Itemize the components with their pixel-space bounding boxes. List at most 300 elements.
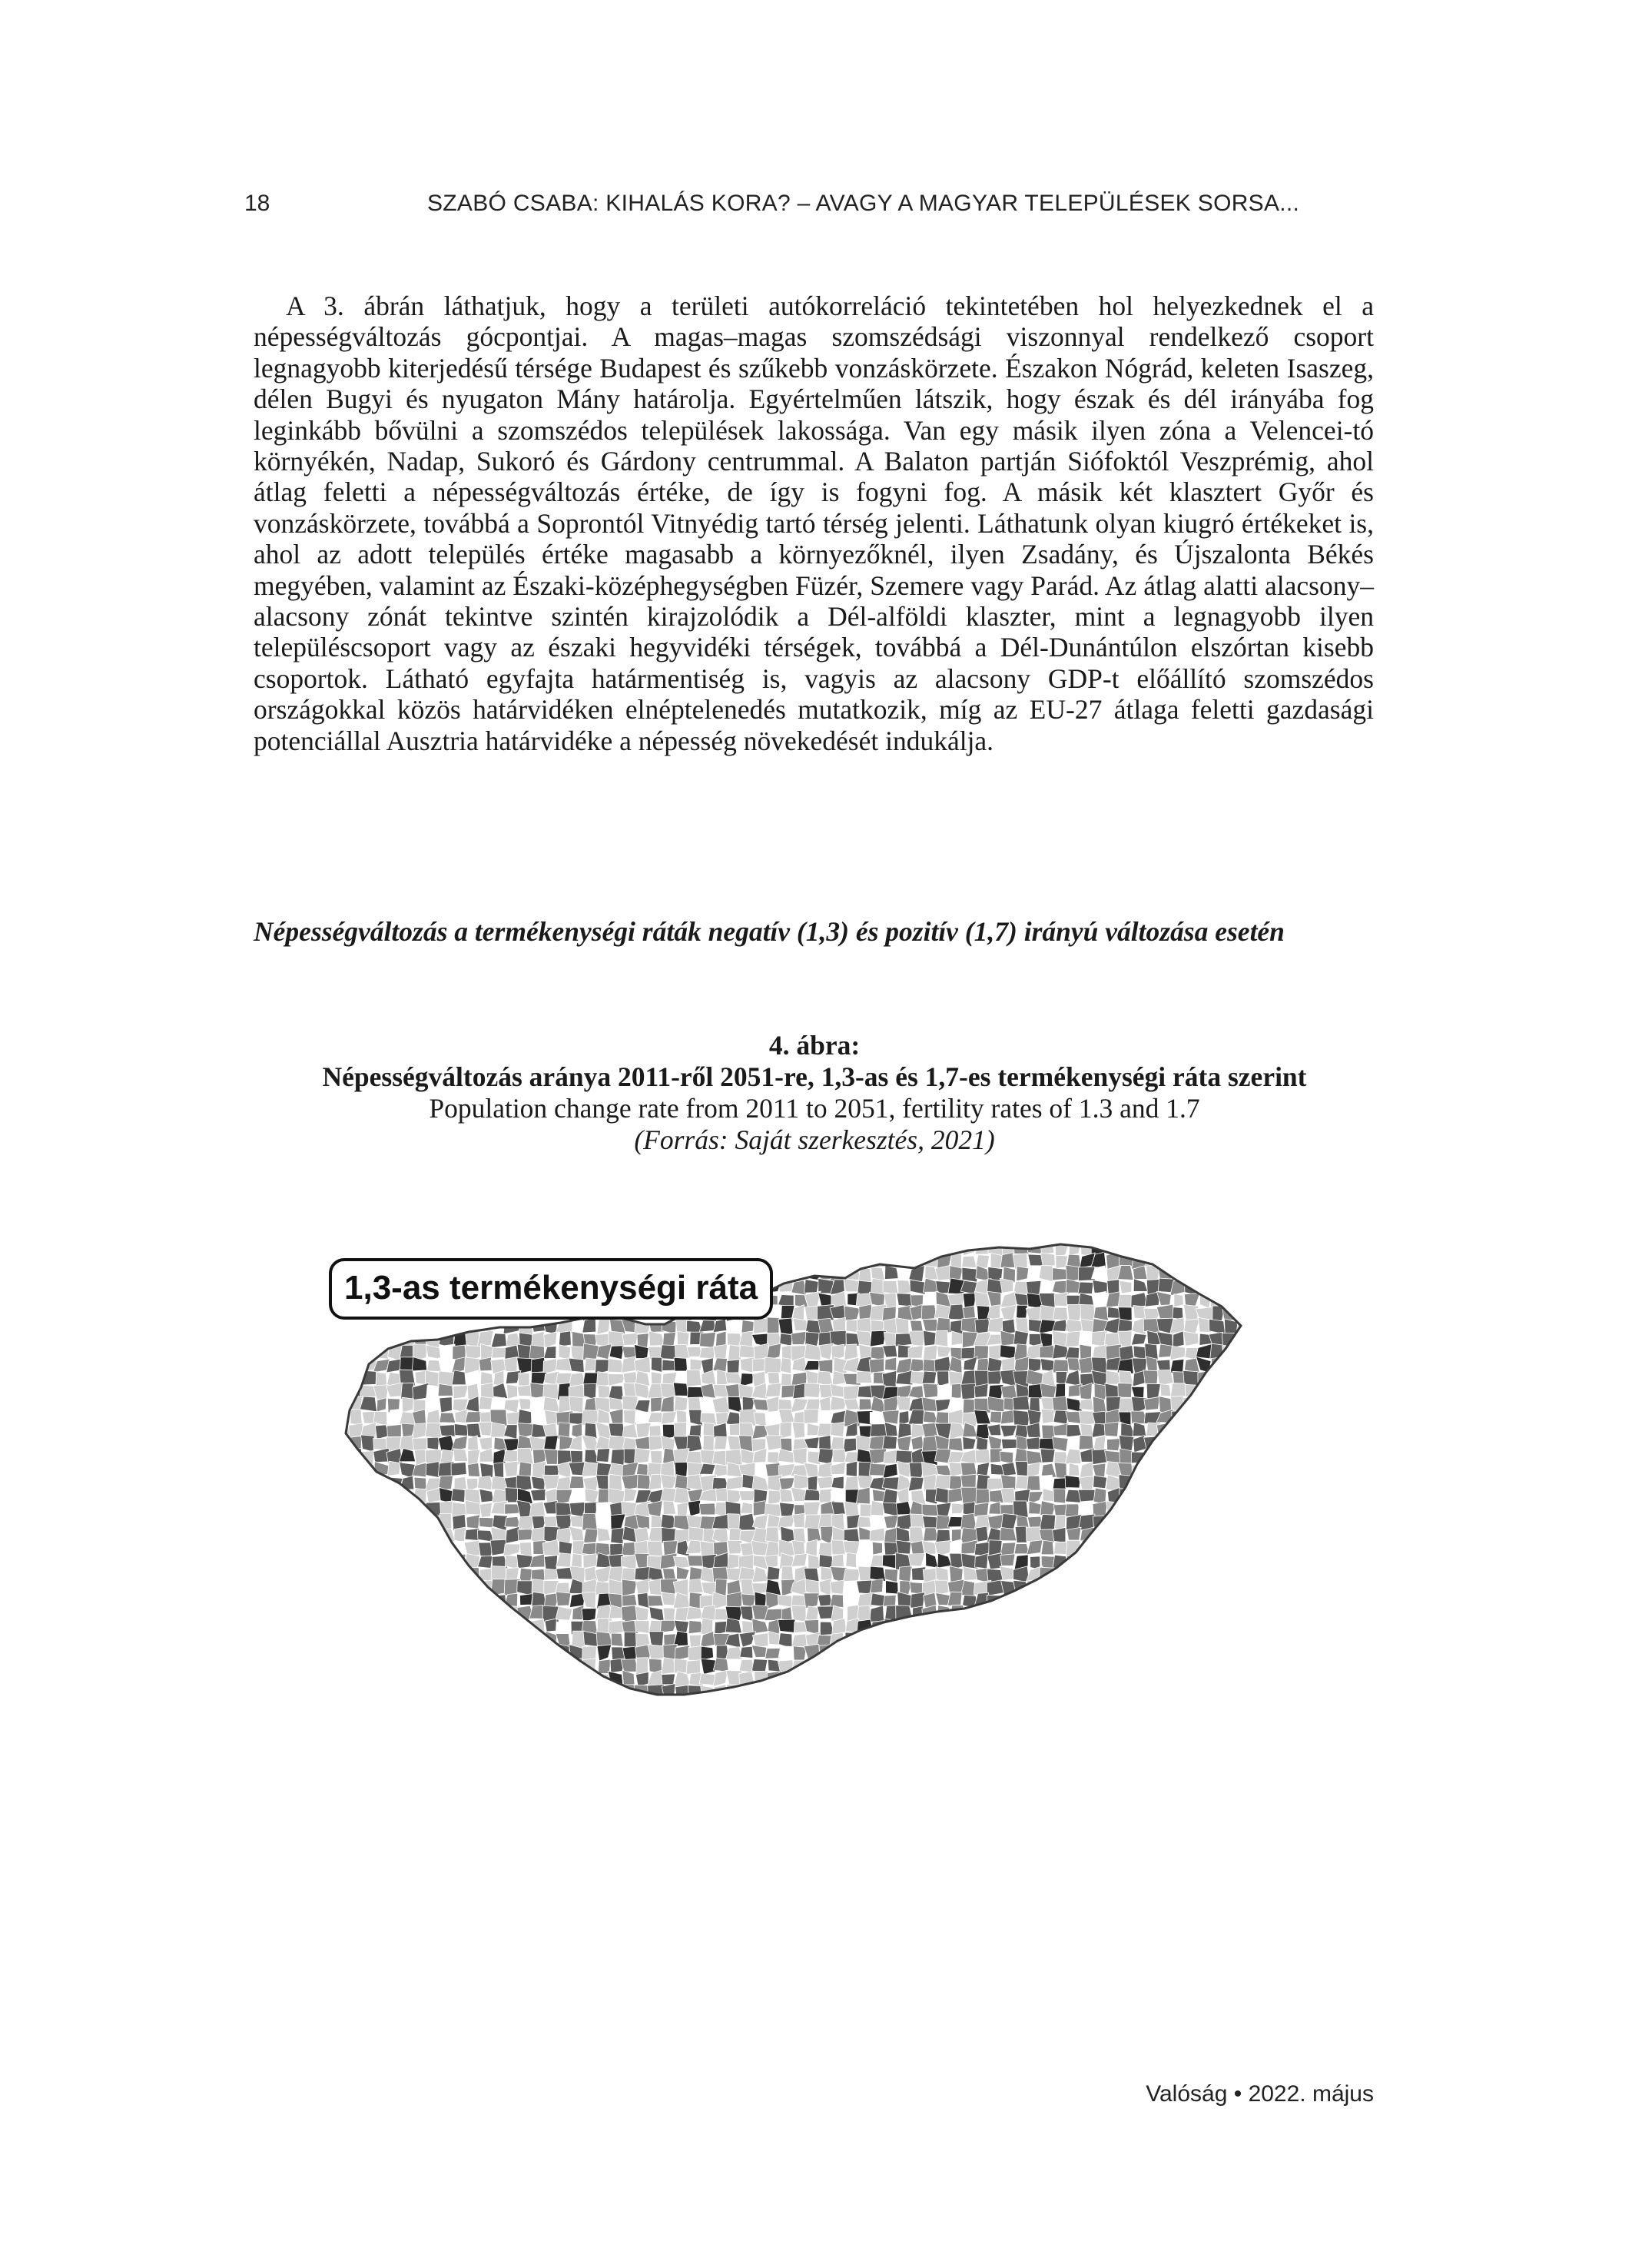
settlement-cell <box>386 1556 400 1570</box>
settlement-cell <box>347 1606 361 1622</box>
settlement-cell <box>950 1619 963 1635</box>
settlement-cell <box>857 1670 874 1687</box>
settlement-cell <box>427 1699 443 1710</box>
settlement-cell <box>935 1698 950 1710</box>
settlement-cell <box>466 1646 479 1661</box>
settlement-cell <box>896 1241 912 1254</box>
settlement-cell <box>805 1243 820 1257</box>
settlement-cell <box>830 1580 844 1594</box>
settlement-cell <box>413 1684 426 1700</box>
settlement-cell <box>609 1436 625 1451</box>
settlement-cell <box>387 1696 403 1710</box>
settlement-cell <box>1026 1684 1041 1701</box>
settlement-cell <box>896 1699 911 1710</box>
settlement-cell <box>778 1683 793 1700</box>
settlement-cell <box>871 1699 884 1710</box>
settlement-cell <box>1093 1436 1106 1450</box>
settlement-cell <box>1275 1476 1289 1489</box>
settlement-cell <box>674 1699 690 1710</box>
settlement-cell <box>1236 1698 1249 1710</box>
settlement-cell <box>1185 1465 1199 1476</box>
settlement-cell <box>429 1633 440 1649</box>
settlement-cell <box>347 1657 363 1672</box>
settlement-cell <box>416 1699 426 1710</box>
settlement-cell <box>1133 1672 1147 1688</box>
settlement-cell <box>1249 1252 1264 1268</box>
settlement-cell <box>466 1593 480 1609</box>
settlement-cell <box>792 1513 804 1527</box>
settlement-cell <box>1080 1579 1095 1596</box>
settlement-cell <box>387 1646 401 1660</box>
settlement-cell <box>1249 1241 1263 1256</box>
running-header <box>244 191 1378 221</box>
settlement-cell <box>961 1684 977 1699</box>
settlement-cell <box>1277 1685 1290 1699</box>
settlement-cell <box>1275 1317 1291 1334</box>
settlement-cell <box>375 1516 389 1529</box>
settlement-cell <box>1211 1581 1224 1594</box>
figure-number: 4. ábra: <box>768 1030 861 1061</box>
settlement-cell <box>1000 1607 1014 1620</box>
settlement-cell <box>477 1698 493 1710</box>
settlement-cell <box>543 1674 557 1686</box>
settlement-cell <box>1131 1645 1147 1661</box>
settlement-cell <box>360 1347 374 1360</box>
settlement-cell <box>1199 1410 1210 1426</box>
settlement-cell <box>1237 1448 1252 1463</box>
settlement-cell <box>334 1515 350 1530</box>
settlement-cell <box>337 1631 349 1648</box>
settlement-cell <box>949 1635 964 1647</box>
settlement-cell <box>399 1647 416 1659</box>
settlement-cell <box>505 1620 518 1634</box>
settlement-cell <box>1209 1553 1226 1568</box>
settlement-cell <box>504 1461 518 1476</box>
settlement-cell <box>334 1540 350 1556</box>
settlement-cell <box>333 1241 350 1255</box>
settlement-cell <box>1184 1632 1200 1648</box>
settlement-cell <box>686 1660 700 1674</box>
settlement-cell <box>857 1592 873 1607</box>
settlement-cell <box>439 1645 453 1661</box>
settlement-cell <box>1185 1424 1196 1439</box>
settlement-cell <box>596 1449 609 1463</box>
settlement-cell <box>1276 1699 1292 1710</box>
settlement-cell <box>1080 1606 1094 1620</box>
settlement-cell <box>921 1671 937 1685</box>
settlement-cell <box>1159 1439 1173 1452</box>
settlement-cell <box>1262 1658 1278 1673</box>
settlement-cell <box>1172 1539 1186 1556</box>
settlement-cell <box>1157 1477 1172 1489</box>
settlement-cell <box>1053 1684 1067 1699</box>
settlement-cell <box>1196 1632 1212 1646</box>
settlement-cell <box>1015 1593 1030 1607</box>
settlement-cell <box>860 1684 873 1699</box>
settlement-cell <box>976 1632 987 1649</box>
settlement-cell <box>517 1635 532 1648</box>
settlement-cell <box>843 1241 857 1253</box>
settlement-cell <box>439 1620 453 1635</box>
settlement-cell <box>1170 1254 1186 1267</box>
settlement-cell <box>438 1582 455 1596</box>
settlement-cell <box>454 1582 469 1595</box>
settlement-cell <box>739 1513 756 1530</box>
settlement-cell <box>1000 1451 1013 1463</box>
settlement-cell <box>1133 1491 1147 1503</box>
settlement-cell <box>700 1697 716 1710</box>
settlement-cell <box>1041 1633 1056 1645</box>
settlement-cell <box>1209 1437 1222 1453</box>
settlement-cell <box>386 1672 403 1687</box>
settlement-cell <box>1105 1699 1122 1709</box>
settlement-cell <box>1261 1307 1276 1320</box>
settlement-cell <box>1222 1592 1238 1609</box>
settlement-cell <box>1275 1266 1290 1281</box>
settlement-cell <box>1261 1279 1279 1293</box>
settlement-cell <box>452 1370 466 1385</box>
settlement-cell <box>440 1397 453 1413</box>
settlement-cell <box>373 1540 386 1555</box>
settlement-cell <box>583 1529 598 1543</box>
settlement-cell <box>1289 1686 1303 1699</box>
settlement-cell <box>974 1685 990 1699</box>
settlement-cell <box>1236 1566 1251 1581</box>
settlement-cell <box>1013 1396 1030 1410</box>
settlement-cell <box>1013 1410 1030 1426</box>
settlement-cell <box>1183 1670 1199 1687</box>
settlement-cell <box>1120 1619 1133 1633</box>
body-paragraph: A 3. ábrán láthatjuk, hogy a területi autókorreláció tekintetében hol helyezkednek el a népességváltozás gócpontjai. A magas–magas szomszédsági viszonnyal rendelkező csoport legnagyobb kiterjedésű térsége Budapest és szűkebb vonzáskörzete. Északon Nógrád, keleten Isaszeg, délen Bugyi és nyugaton Mány határolja. Egyértelműen látszik, hogy észak és dél irányába fog leginkább bővülni a szomszédos települések lakossága. Van egy másik ilyen zóna a Velencei-tó környékén, Nadap, Sukoró és Gárdony centrummal. A Balaton partján Siófoktól Veszprémig, ahol átlag feletti a népességváltozás értéke, de így is fogyni fog. A másik két klasztert Győr és vonzáskörzete, továbbá a Soprontól Vitnyédig tartó térség jelenti. Láthatunk olyan kiugró értékeket is, ahol az adott település értéke magasabb a környezőknél, ilyen Zsadány, és Újszalonta Békés megyében, valamint az Északi-középhegységben Füzér, Szemere vagy Parád. Az átlag alatti alacsony–alacsony zónát tekintve szintén kirajzolódik a Dél-alföldi klaszter, mint a legnagyobb ilyen településcsoport vagy az északi hegyvidéki térségek, továbbá a Dél-Dunántúlon elszórtan kisebb csoportok. Látható egyfajta határmentiség is, vagyis az alacsony GDP-t előállító szomszédos országokkal közös határvidéken elnéptelenedés mutatkozik, míg az EU-27 átlaga feletti gazdasági potenciállal Ausztria határvidéke a népesség növekedését indukálja. <box>254 291 1374 756</box>
settlement-cell <box>1275 1593 1289 1609</box>
settlement-cell <box>898 1423 911 1439</box>
settlement-cell <box>808 1554 820 1568</box>
settlement-cell <box>741 1502 753 1513</box>
settlement-cell <box>951 1529 961 1542</box>
settlement-cell <box>1080 1555 1096 1568</box>
settlement-cell <box>1290 1425 1303 1438</box>
settlement-cell <box>1237 1356 1250 1374</box>
settlement-cell <box>1066 1683 1082 1700</box>
settlement-cell <box>544 1347 556 1359</box>
settlement-cell <box>1055 1657 1068 1675</box>
settlement-cell <box>582 1318 596 1333</box>
settlement-cell <box>1093 1699 1106 1710</box>
settlement-cell <box>872 1671 885 1685</box>
settlement-cell <box>662 1674 675 1685</box>
settlement-cell <box>1290 1383 1302 1400</box>
settlement-cell <box>1158 1566 1173 1580</box>
settlement-cell <box>1069 1463 1080 1476</box>
settlement-cell <box>963 1293 977 1308</box>
settlement-cell <box>333 1383 350 1399</box>
settlement-cell <box>335 1646 351 1659</box>
settlement-cell <box>323 1332 337 1347</box>
settlement-cell <box>544 1700 559 1710</box>
settlement-cell <box>726 1476 742 1490</box>
settlement-cell <box>479 1503 492 1517</box>
settlement-cell <box>808 1476 818 1492</box>
settlement-cell <box>1106 1579 1121 1595</box>
settlement-cell <box>451 1241 467 1253</box>
settlement-cell <box>713 1344 727 1360</box>
settlement-cell <box>427 1606 440 1622</box>
settlement-cell <box>856 1487 870 1504</box>
settlement-cell <box>1212 1241 1226 1255</box>
settlement-cell <box>1053 1307 1069 1320</box>
settlement-cell <box>1170 1347 1186 1360</box>
settlement-cell <box>529 1436 546 1451</box>
settlement-cell <box>1224 1699 1237 1710</box>
settlement-cell <box>948 1488 963 1503</box>
settlement-cell <box>402 1595 416 1609</box>
settlement-cell <box>1262 1265 1277 1283</box>
settlement-cell <box>1225 1267 1239 1283</box>
settlement-cell <box>531 1241 546 1255</box>
settlement-cell <box>519 1317 533 1334</box>
settlement-cell <box>1222 1356 1238 1373</box>
settlement-cell <box>1275 1500 1291 1517</box>
settlement-cell <box>546 1684 559 1701</box>
settlement-cell <box>386 1568 403 1580</box>
hungary-map-figure <box>323 1241 1306 1710</box>
settlement-cell <box>1250 1606 1264 1620</box>
settlement-cell <box>1199 1462 1212 1476</box>
settlement-cell <box>1222 1280 1236 1294</box>
settlement-cell <box>335 1463 350 1478</box>
settlement-cell <box>1144 1619 1160 1633</box>
settlement-cell <box>1079 1619 1092 1635</box>
settlement-cell <box>1263 1540 1277 1555</box>
settlement-cell <box>323 1658 334 1672</box>
settlement-cell <box>1209 1400 1226 1410</box>
settlement-cell <box>1157 1541 1171 1555</box>
settlement-cell <box>1237 1436 1252 1453</box>
settlement-cell <box>856 1658 873 1673</box>
settlement-cell <box>1147 1555 1160 1569</box>
settlement-cell <box>335 1449 351 1465</box>
settlement-cell <box>635 1436 650 1449</box>
settlement-cell <box>1250 1568 1263 1582</box>
settlement-cell <box>1107 1439 1121 1451</box>
settlement-cell <box>1080 1631 1094 1647</box>
figure-title-hu: Népességváltozás aránya 2011-ről 2051-re, 1,3-as és 1,7-es termékenységi ráta szerint <box>322 1061 1307 1092</box>
settlement-cell <box>1303 1357 1306 1373</box>
settlement-cell <box>1249 1371 1264 1386</box>
settlement-cell <box>1288 1307 1303 1319</box>
settlement-cell <box>621 1241 637 1254</box>
settlement-cell <box>438 1383 453 1396</box>
settlement-cell <box>349 1333 363 1347</box>
settlement-cell <box>387 1241 402 1254</box>
settlement-cell <box>543 1500 557 1513</box>
settlement-cell <box>1157 1448 1172 1465</box>
settlement-cell <box>400 1436 415 1450</box>
settlement-cell <box>1027 1632 1042 1645</box>
settlement-cell <box>1053 1620 1067 1633</box>
settlement-cell <box>1225 1242 1236 1254</box>
settlement-cell <box>1276 1345 1289 1360</box>
settlement-cell <box>1275 1292 1288 1305</box>
settlement-cell <box>1080 1592 1093 1609</box>
settlement-cell <box>960 1620 974 1635</box>
settlement-cell <box>427 1319 441 1333</box>
settlement-cell <box>1157 1463 1170 1478</box>
settlement-cell <box>1289 1542 1303 1554</box>
settlement-cell <box>1222 1396 1239 1411</box>
settlement-cell <box>1276 1618 1290 1633</box>
settlement-cell <box>323 1580 336 1594</box>
settlement-cell <box>1211 1487 1222 1505</box>
settlement-cell <box>545 1619 556 1632</box>
settlement-cell <box>1066 1579 1083 1592</box>
settlement-cell <box>350 1620 364 1635</box>
settlement-cell <box>1276 1396 1290 1412</box>
settlement-cell <box>349 1503 363 1518</box>
settlement-cell <box>464 1659 479 1673</box>
settlement-cell <box>323 1686 335 1696</box>
settlement-cell <box>323 1671 338 1685</box>
settlement-cell <box>1146 1515 1158 1531</box>
settlement-cell <box>882 1477 899 1490</box>
settlement-cell <box>686 1697 701 1710</box>
settlement-cell <box>1237 1241 1251 1254</box>
settlement-cell <box>1196 1542 1212 1554</box>
settlement-cell <box>400 1241 416 1255</box>
settlement-cell <box>1066 1555 1082 1569</box>
settlement-cell <box>844 1399 859 1410</box>
settlement-cell <box>1170 1606 1186 1622</box>
settlement-cell <box>1158 1502 1170 1516</box>
settlement-cell <box>1145 1566 1159 1580</box>
settlement-cell <box>1105 1608 1121 1620</box>
settlement-cell <box>857 1516 871 1527</box>
settlement-cell <box>1171 1697 1186 1710</box>
settlement-cell <box>1041 1409 1054 1423</box>
settlement-cell <box>950 1657 964 1671</box>
settlement-cell <box>1249 1516 1265 1530</box>
settlement-cell <box>1053 1606 1068 1622</box>
settlement-cell <box>1199 1606 1212 1619</box>
settlement-cell <box>413 1658 428 1672</box>
settlement-cell <box>1223 1293 1239 1307</box>
settlement-cell <box>1196 1501 1212 1517</box>
settlement-cell <box>1053 1592 1070 1608</box>
settlement-cell <box>1053 1671 1069 1686</box>
settlement-cell <box>1104 1422 1119 1436</box>
settlement-cell <box>1251 1488 1265 1503</box>
settlement-cell <box>1302 1475 1306 1491</box>
settlement-cell <box>439 1683 453 1699</box>
settlement-cell <box>1302 1449 1306 1466</box>
settlement-cell <box>350 1410 362 1426</box>
settlement-cell <box>1209 1672 1224 1687</box>
settlement-cell <box>1000 1699 1015 1710</box>
settlement-cell <box>427 1620 443 1634</box>
settlement-cell <box>935 1659 950 1671</box>
settlement-cell <box>712 1396 730 1413</box>
settlement-cell <box>413 1531 426 1542</box>
settlement-cell <box>818 1684 833 1699</box>
settlement-cell <box>1196 1579 1209 1595</box>
settlement-cell <box>870 1528 885 1541</box>
settlement-cell <box>323 1542 336 1556</box>
settlement-cell <box>583 1554 598 1569</box>
settlement-cell <box>922 1397 937 1412</box>
settlement-cell <box>960 1383 975 1400</box>
settlement-cell <box>963 1241 974 1256</box>
settlement-cell <box>808 1528 821 1542</box>
settlement-cell <box>987 1424 1001 1436</box>
settlement-cell <box>556 1489 572 1504</box>
settlement-cell <box>413 1542 428 1556</box>
settlement-cell <box>1249 1346 1265 1360</box>
settlement-cell <box>416 1671 430 1683</box>
settlement-cell <box>519 1243 533 1257</box>
settlement-cell <box>962 1267 978 1282</box>
settlement-cell <box>804 1254 819 1265</box>
settlement-cell <box>336 1358 347 1374</box>
settlement-cell <box>1224 1648 1237 1661</box>
settlement-cell <box>1209 1267 1222 1281</box>
settlement-cell <box>1040 1501 1056 1516</box>
settlement-cell <box>908 1410 924 1424</box>
settlement-cell <box>1183 1241 1199 1257</box>
settlement-cell <box>323 1698 336 1710</box>
settlement-cell <box>963 1661 978 1675</box>
settlement-cell <box>517 1448 533 1465</box>
settlement-cell <box>1275 1540 1292 1555</box>
settlement-cell <box>570 1241 585 1254</box>
settlement-cell <box>1118 1383 1132 1398</box>
settlement-cell <box>1209 1660 1226 1675</box>
settlement-cell <box>1040 1620 1056 1633</box>
settlement-cell <box>1262 1463 1279 1477</box>
settlement-cell <box>1015 1622 1029 1633</box>
settlement-cell <box>1262 1319 1278 1334</box>
settlement-cell <box>728 1697 742 1710</box>
settlement-cell <box>1263 1476 1276 1489</box>
settlement-cell <box>1132 1581 1145 1595</box>
settlement-cell <box>637 1592 649 1608</box>
settlement-cell <box>467 1423 482 1438</box>
settlement-cell <box>846 1461 857 1476</box>
settlement-cell <box>686 1452 703 1464</box>
settlement-cell <box>647 1541 662 1556</box>
settlement-cell <box>1091 1595 1106 1606</box>
settlement-cell <box>751 1241 768 1257</box>
settlement-cell <box>412 1357 426 1371</box>
settlement-cell <box>493 1463 503 1478</box>
settlement-cell <box>1039 1266 1053 1282</box>
settlement-cell <box>1250 1698 1263 1710</box>
settlement-cell <box>426 1580 439 1595</box>
settlement-cell <box>1236 1347 1249 1358</box>
settlement-cell <box>1289 1396 1304 1413</box>
settlement-cell <box>1055 1579 1070 1595</box>
settlement-cell <box>648 1645 665 1660</box>
settlement-cell <box>1289 1529 1302 1540</box>
settlement-cell <box>1015 1526 1027 1542</box>
settlement-cell <box>1000 1528 1017 1541</box>
settlement-cell <box>360 1554 376 1569</box>
settlement-cell <box>1093 1411 1107 1424</box>
settlement-cell <box>347 1566 363 1582</box>
settlement-cell <box>333 1501 349 1517</box>
settlement-cell <box>1249 1304 1263 1322</box>
settlement-cell <box>742 1241 755 1254</box>
settlement-cell <box>1196 1423 1209 1436</box>
